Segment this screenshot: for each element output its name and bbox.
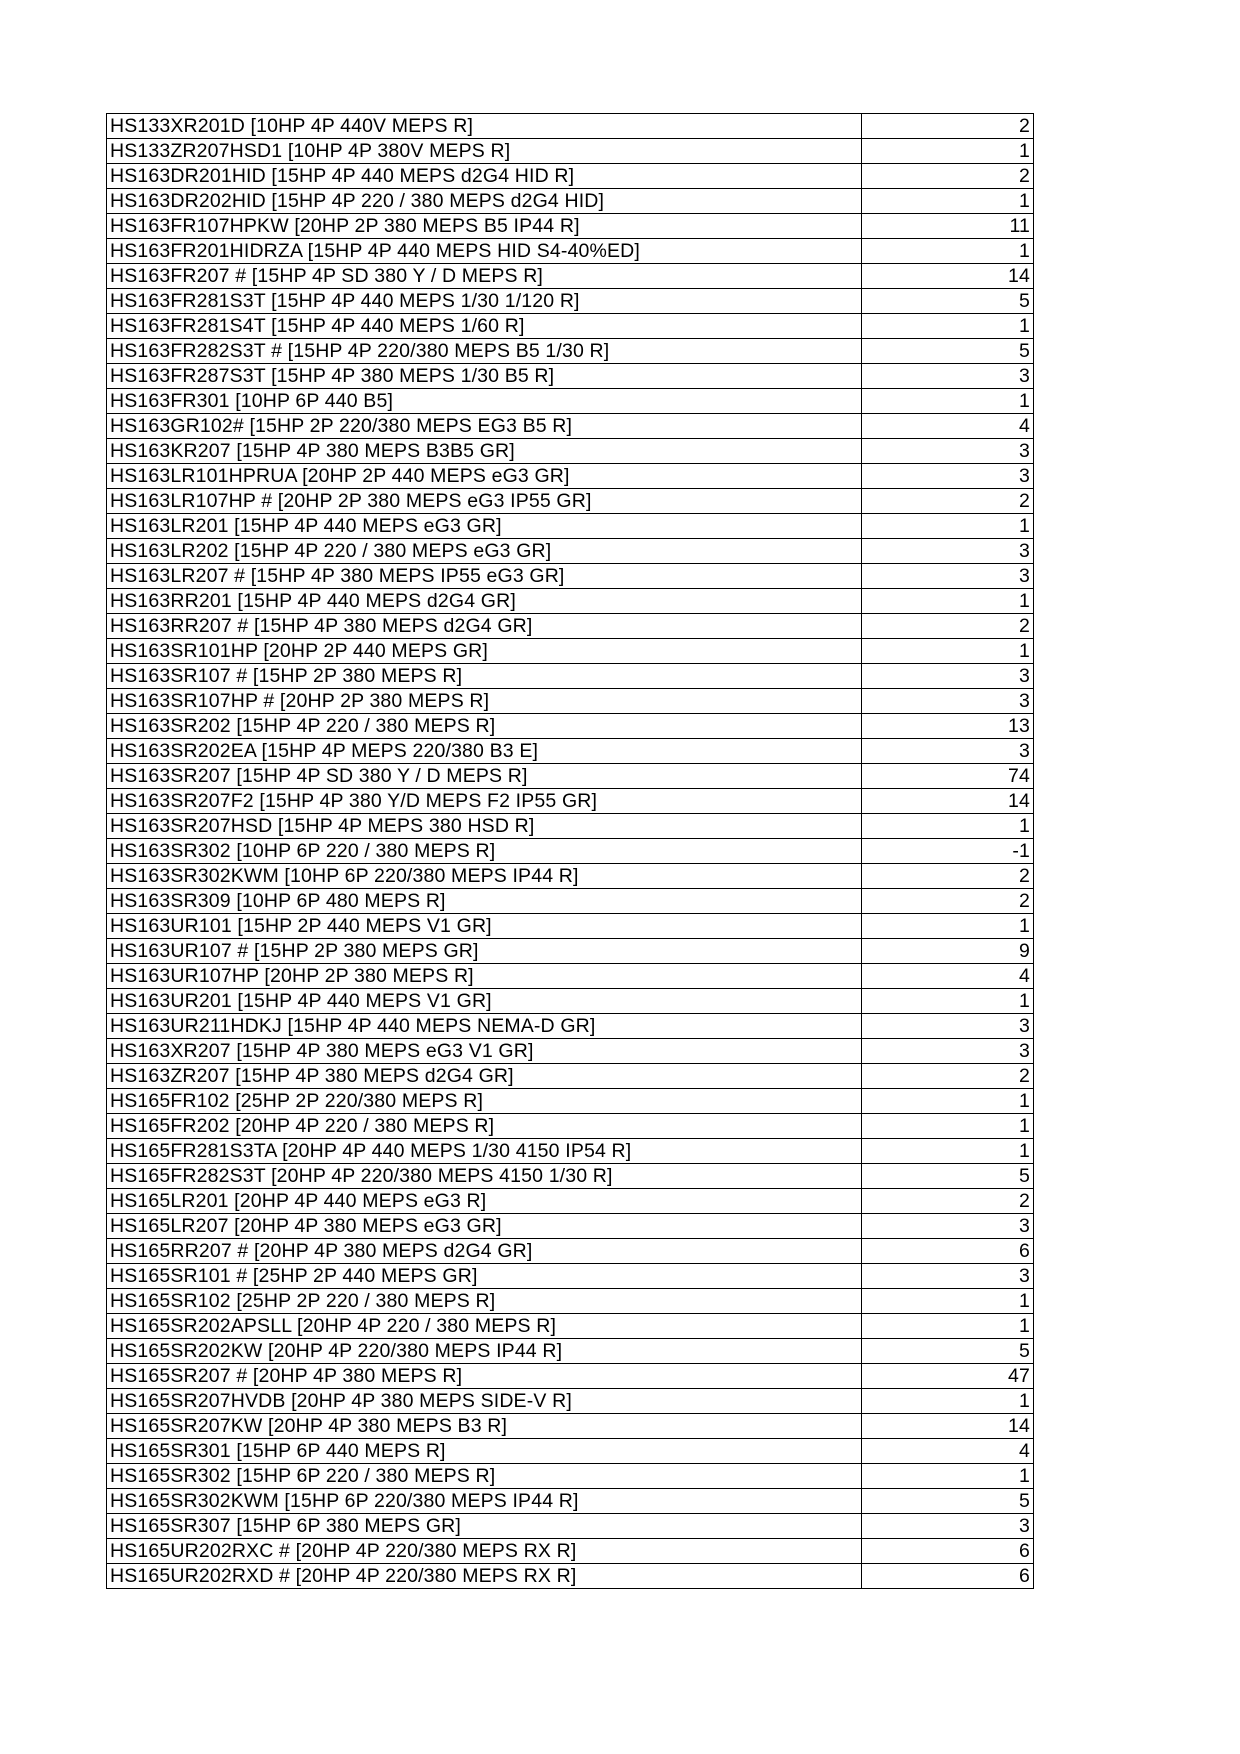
table-row — [107, 1039, 1034, 1064]
item-description-cell: HS163FR201HIDRZA [15HP 4P 440 MEPS HID S4-40%ED] — [107, 239, 862, 264]
item-quantity-cell: 74 — [862, 764, 1034, 789]
item-description-cell: HS163UR211HDKJ [15HP 4P 440 MEPS NEMA-D GR] — [107, 1014, 862, 1039]
table-row — [107, 1139, 1034, 1164]
item-description-cell: HS165SR302 [15HP 6P 220 / 380 MEPS R] — [107, 1464, 862, 1489]
table-row — [107, 1264, 1034, 1289]
item-quantity-cell: 6 — [862, 1564, 1034, 1589]
item-quantity-cell: 14 — [862, 789, 1034, 814]
item-quantity-cell: 3 — [862, 1514, 1034, 1539]
item-quantity-cell: 3 — [862, 1264, 1034, 1289]
item-description-cell: HS163UR107 # [15HP 2P 380 MEPS GR] — [107, 939, 862, 964]
table-row — [107, 1214, 1034, 1239]
table-row — [107, 239, 1034, 264]
item-description-cell: HS163RR207 # [15HP 4P 380 MEPS d2G4 GR] — [107, 614, 862, 639]
item-quantity-cell: 1 — [862, 639, 1034, 664]
table-row — [107, 1439, 1034, 1464]
item-quantity-cell: 3 — [862, 739, 1034, 764]
table-row — [107, 464, 1034, 489]
item-description-cell: HS163SR207 [15HP 4P SD 380 Y / D MEPS R] — [107, 764, 862, 789]
item-quantity-cell: 1 — [862, 1464, 1034, 1489]
item-quantity-cell: 3 — [862, 1039, 1034, 1064]
item-quantity-cell: 3 — [862, 689, 1034, 714]
item-description-cell: HS163GR102# [15HP 2P 220/380 MEPS EG3 B5 R] — [107, 414, 862, 439]
table-row — [107, 1089, 1034, 1114]
item-quantity-cell: 2 — [862, 164, 1034, 189]
item-quantity-cell: 1 — [862, 914, 1034, 939]
table-row — [107, 1414, 1034, 1439]
table-row — [107, 489, 1034, 514]
item-description-cell: HS163FR281S3T [15HP 4P 440 MEPS 1/30 1/120 R] — [107, 289, 862, 314]
item-quantity-cell: 1 — [862, 814, 1034, 839]
item-description-cell: HS165SR302KWM [15HP 6P 220/380 MEPS IP44 R] — [107, 1489, 862, 1514]
item-quantity-cell: 2 — [862, 864, 1034, 889]
table-row — [107, 564, 1034, 589]
item-quantity-cell: 47 — [862, 1364, 1034, 1389]
item-description-cell: HS165RR207 # [20HP 4P 380 MEPS d2G4 GR] — [107, 1239, 862, 1264]
item-description-cell: HS165UR202RXD # [20HP 4P 220/380 MEPS RX R] — [107, 1564, 862, 1589]
table-row — [107, 364, 1034, 389]
item-quantity-cell: 11 — [862, 214, 1034, 239]
item-description-cell: HS163KR207 [15HP 4P 380 MEPS B3B5 GR] — [107, 439, 862, 464]
table-row — [107, 1539, 1034, 1564]
item-description-cell: HS163UR101 [15HP 2P 440 MEPS V1 GR] — [107, 914, 862, 939]
table-row — [107, 839, 1034, 864]
table-row — [107, 1489, 1034, 1514]
table-row — [107, 889, 1034, 914]
item-description-cell: HS165SR102 [25HP 2P 220 / 380 MEPS R] — [107, 1289, 862, 1314]
item-quantity-cell: 1 — [862, 1114, 1034, 1139]
table-row — [107, 539, 1034, 564]
item-description-cell: HS163SR202EA [15HP 4P MEPS 220/380 B3 E] — [107, 739, 862, 764]
item-quantity-cell: 1 — [862, 1139, 1034, 1164]
item-description-cell: HS165LR207 [20HP 4P 380 MEPS eG3 GR] — [107, 1214, 862, 1239]
table-row — [107, 1289, 1034, 1314]
item-description-cell: HS165SR207 # [20HP 4P 380 MEPS R] — [107, 1364, 862, 1389]
item-quantity-cell: 6 — [862, 1539, 1034, 1564]
item-description-cell: HS165SR202APSLL [20HP 4P 220 / 380 MEPS R] — [107, 1314, 862, 1339]
item-description-cell: HS163FR301 [10HP 6P 440 B5] — [107, 389, 862, 414]
item-quantity-cell: 5 — [862, 1489, 1034, 1514]
table-row — [107, 989, 1034, 1014]
item-description-cell: HS165SR207KW [20HP 4P 380 MEPS B3 R] — [107, 1414, 862, 1439]
item-quantity-cell: 1 — [862, 1314, 1034, 1339]
item-quantity-cell: 9 — [862, 939, 1034, 964]
table-row — [107, 1189, 1034, 1214]
table-row — [107, 964, 1034, 989]
inventory-table — [106, 113, 1034, 1589]
table-row — [107, 214, 1034, 239]
item-description-cell: HS165LR201 [20HP 4P 440 MEPS eG3 R] — [107, 1189, 862, 1214]
item-quantity-cell: 3 — [862, 539, 1034, 564]
item-quantity-cell: 5 — [862, 339, 1034, 364]
table-row — [107, 1464, 1034, 1489]
table-row — [107, 1389, 1034, 1414]
table-row — [107, 864, 1034, 889]
item-description-cell: HS163FR282S3T # [15HP 4P 220/380 MEPS B5 1/30 R] — [107, 339, 862, 364]
item-description-cell: HS163LR207 # [15HP 4P 380 MEPS IP55 eG3 GR] — [107, 564, 862, 589]
table-row — [107, 139, 1034, 164]
item-description-cell: HS163SR309 [10HP 6P 480 MEPS R] — [107, 889, 862, 914]
table-row — [107, 1114, 1034, 1139]
item-description-cell: HS163SR107 # [15HP 2P 380 MEPS R] — [107, 664, 862, 689]
table-row — [107, 164, 1034, 189]
item-description-cell: HS163ZR207 [15HP 4P 380 MEPS d2G4 GR] — [107, 1064, 862, 1089]
item-quantity-cell: -1 — [862, 839, 1034, 864]
item-quantity-cell: 14 — [862, 264, 1034, 289]
table-row — [107, 1364, 1034, 1389]
table-row — [107, 589, 1034, 614]
item-quantity-cell: 3 — [862, 464, 1034, 489]
table-row — [107, 1239, 1034, 1264]
table-row — [107, 1339, 1034, 1364]
item-quantity-cell: 1 — [862, 1289, 1034, 1314]
item-description-cell: HS163UR107HP [20HP 2P 380 MEPS R] — [107, 964, 862, 989]
item-quantity-cell: 2 — [862, 1189, 1034, 1214]
table-row — [107, 114, 1034, 139]
item-description-cell: HS165FR102 [25HP 2P 220/380 MEPS R] — [107, 1089, 862, 1114]
item-quantity-cell: 1 — [862, 514, 1034, 539]
item-description-cell: HS163SR302KWM [10HP 6P 220/380 MEPS IP44 R] — [107, 864, 862, 889]
item-description-cell: HS165SR207HVDB [20HP 4P 380 MEPS SIDE-V R] — [107, 1389, 862, 1414]
item-quantity-cell: 5 — [862, 289, 1034, 314]
item-description-cell: HS163DR202HID [15HP 4P 220 / 380 MEPS d2G4 HID] — [107, 189, 862, 214]
item-description-cell: HS163SR302 [10HP 6P 220 / 380 MEPS R] — [107, 839, 862, 864]
item-quantity-cell: 5 — [862, 1164, 1034, 1189]
item-quantity-cell: 2 — [862, 614, 1034, 639]
table-row — [107, 814, 1034, 839]
item-description-cell: HS163DR201HID [15HP 4P 440 MEPS d2G4 HID R] — [107, 164, 862, 189]
table-row — [107, 1164, 1034, 1189]
item-description-cell: HS163RR201 [15HP 4P 440 MEPS d2G4 GR] — [107, 589, 862, 614]
item-description-cell: HS163XR207 [15HP 4P 380 MEPS eG3 V1 GR] — [107, 1039, 862, 1064]
table-row — [107, 914, 1034, 939]
item-description-cell: HS163SR207HSD [15HP 4P MEPS 380 HSD R] — [107, 814, 862, 839]
table-row — [107, 514, 1034, 539]
table-row — [107, 339, 1034, 364]
item-quantity-cell: 6 — [862, 1239, 1034, 1264]
item-quantity-cell: 3 — [862, 1214, 1034, 1239]
item-quantity-cell: 3 — [862, 364, 1034, 389]
item-description-cell: HS165SR101 # [25HP 2P 440 MEPS GR] — [107, 1264, 862, 1289]
item-quantity-cell: 1 — [862, 389, 1034, 414]
table-row — [107, 1564, 1034, 1589]
item-quantity-cell: 1 — [862, 314, 1034, 339]
table-row — [107, 414, 1034, 439]
item-description-cell: HS165SR202KW [20HP 4P 220/380 MEPS IP44 R] — [107, 1339, 862, 1364]
table-row — [107, 1514, 1034, 1539]
table-row — [107, 1314, 1034, 1339]
item-description-cell: HS163SR107HP # [20HP 2P 380 MEPS R] — [107, 689, 862, 714]
item-description-cell: HS165SR301 [15HP 6P 440 MEPS R] — [107, 1439, 862, 1464]
item-quantity-cell: 1 — [862, 589, 1034, 614]
table-row — [107, 664, 1034, 689]
item-quantity-cell: 1 — [862, 189, 1034, 214]
inventory-table-body — [107, 114, 1034, 1589]
item-description-cell: HS163LR101HPRUA [20HP 2P 440 MEPS eG3 GR] — [107, 464, 862, 489]
item-description-cell: HS163LR107HP # [20HP 2P 380 MEPS eG3 IP55 GR] — [107, 489, 862, 514]
item-description-cell: HS165FR281S3TA [20HP 4P 440 MEPS 1/30 4150 IP54 R] — [107, 1139, 862, 1164]
item-description-cell: HS163UR201 [15HP 4P 440 MEPS V1 GR] — [107, 989, 862, 1014]
table-row — [107, 439, 1034, 464]
item-description-cell: HS133ZR207HSD1 [10HP 4P 380V MEPS R] — [107, 139, 862, 164]
table-row — [107, 1064, 1034, 1089]
item-quantity-cell: 3 — [862, 439, 1034, 464]
item-quantity-cell: 1 — [862, 989, 1034, 1014]
table-row — [107, 389, 1034, 414]
item-quantity-cell: 5 — [862, 1339, 1034, 1364]
item-description-cell: HS163LR201 [15HP 4P 440 MEPS eG3 GR] — [107, 514, 862, 539]
table-row — [107, 289, 1034, 314]
item-quantity-cell: 14 — [862, 1414, 1034, 1439]
table-row — [107, 639, 1034, 664]
item-description-cell: HS165FR202 [20HP 4P 220 / 380 MEPS R] — [107, 1114, 862, 1139]
table-row — [107, 789, 1034, 814]
item-description-cell: HS163SR202 [15HP 4P 220 / 380 MEPS R] — [107, 714, 862, 739]
table-row — [107, 614, 1034, 639]
item-quantity-cell: 2 — [862, 489, 1034, 514]
item-quantity-cell: 13 — [862, 714, 1034, 739]
item-quantity-cell: 3 — [862, 1014, 1034, 1039]
item-quantity-cell: 3 — [862, 564, 1034, 589]
table-row — [107, 714, 1034, 739]
item-description-cell: HS163FR287S3T [15HP 4P 380 MEPS 1/30 B5 R] — [107, 364, 862, 389]
table-row — [107, 264, 1034, 289]
table-row — [107, 314, 1034, 339]
table-row — [107, 689, 1034, 714]
table-row — [107, 189, 1034, 214]
item-description-cell: HS163LR202 [15HP 4P 220 / 380 MEPS eG3 GR] — [107, 539, 862, 564]
table-row — [107, 739, 1034, 764]
item-quantity-cell: 1 — [862, 1089, 1034, 1114]
item-quantity-cell: 2 — [862, 1064, 1034, 1089]
table-row — [107, 939, 1034, 964]
table-row — [107, 1014, 1034, 1039]
table-row — [107, 764, 1034, 789]
item-description-cell: HS163FR207 # [15HP 4P SD 380 Y / D MEPS R] — [107, 264, 862, 289]
item-description-cell: HS163SR207F2 [15HP 4P 380 Y/D MEPS F2 IP55 GR] — [107, 789, 862, 814]
item-quantity-cell: 1 — [862, 1389, 1034, 1414]
item-description-cell: HS165SR307 [15HP 6P 380 MEPS GR] — [107, 1514, 862, 1539]
item-quantity-cell: 2 — [862, 114, 1034, 139]
item-quantity-cell: 4 — [862, 414, 1034, 439]
item-quantity-cell: 1 — [862, 139, 1034, 164]
item-quantity-cell: 2 — [862, 889, 1034, 914]
item-description-cell: HS163FR107HPKW [20HP 2P 380 MEPS B5 IP44 R] — [107, 214, 862, 239]
item-quantity-cell: 3 — [862, 664, 1034, 689]
item-description-cell: HS165FR282S3T [20HP 4P 220/380 MEPS 4150 1/30 R] — [107, 1164, 862, 1189]
item-description-cell: HS163SR101HP [20HP 2P 440 MEPS GR] — [107, 639, 862, 664]
item-description-cell: HS133XR201D [10HP 4P 440V MEPS R] — [107, 114, 862, 139]
item-quantity-cell: 4 — [862, 1439, 1034, 1464]
item-description-cell: HS163FR281S4T [15HP 4P 440 MEPS 1/60 R] — [107, 314, 862, 339]
item-quantity-cell: 4 — [862, 964, 1034, 989]
item-quantity-cell: 1 — [862, 239, 1034, 264]
item-description-cell: HS165UR202RXC # [20HP 4P 220/380 MEPS RX R] — [107, 1539, 862, 1564]
